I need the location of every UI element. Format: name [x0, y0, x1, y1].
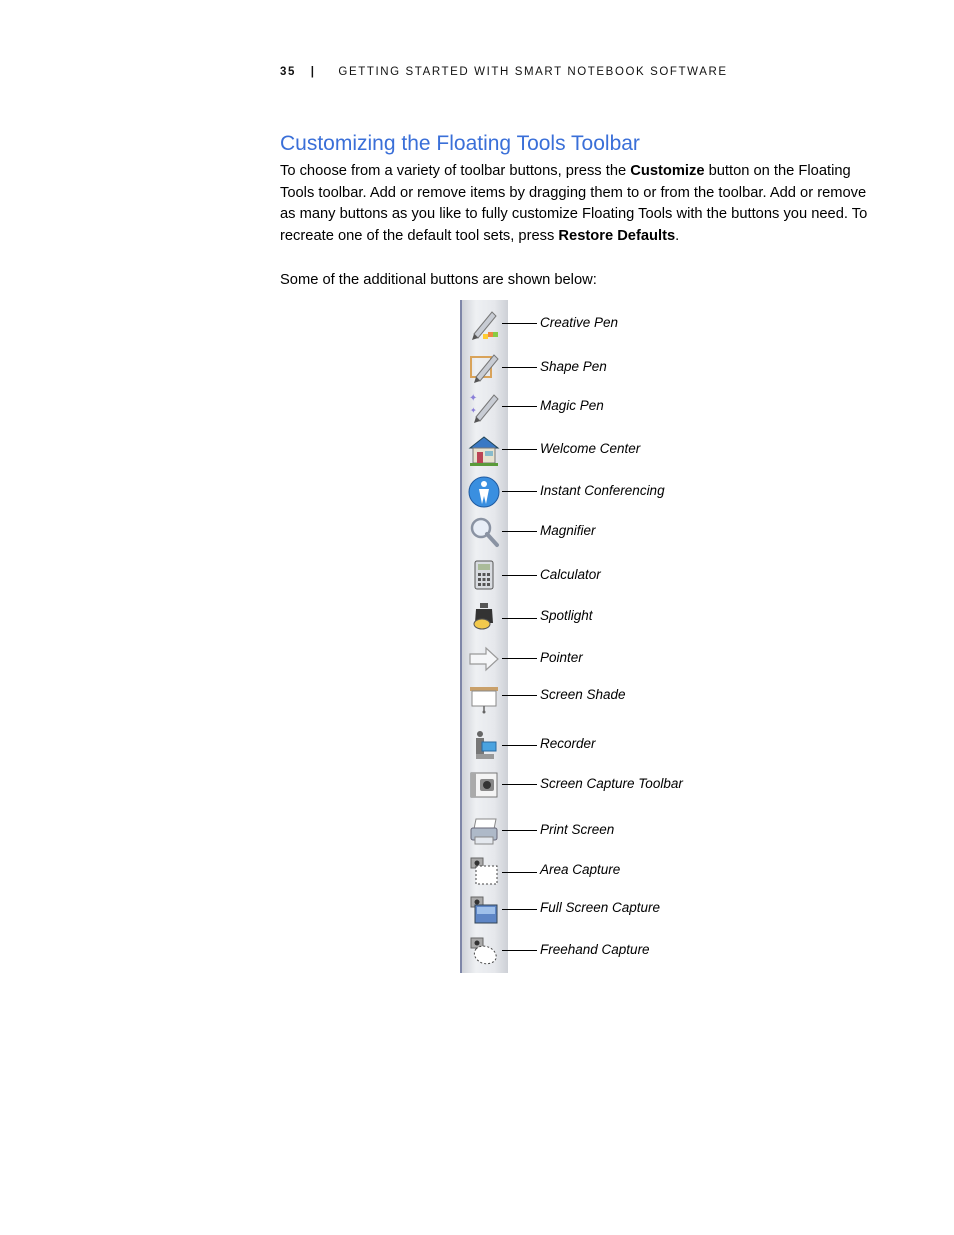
svg-text:✦: ✦ — [469, 393, 478, 404]
tool-label: Welcome Center — [540, 441, 641, 456]
restore-defaults-term: Restore Defaults — [558, 228, 676, 245]
leader-line — [502, 618, 537, 619]
pointer-icon[interactable] — [466, 641, 502, 677]
leader-line — [502, 872, 537, 873]
creative-pen-icon[interactable] — [466, 306, 502, 342]
tool-label: Magic Pen — [540, 398, 604, 413]
leader-line — [502, 367, 537, 368]
tool-label: Magnifier — [540, 523, 596, 538]
section-title: Customizing the Floating Tools Toolbar — [280, 132, 640, 155]
svg-text:✦: ✦ — [470, 406, 477, 415]
screen-shade-icon[interactable] — [466, 678, 502, 714]
tool-label: Creative Pen — [540, 315, 619, 330]
leader-line — [502, 406, 537, 407]
tool-label: Pointer — [540, 650, 583, 665]
tool-label: Instant Conferencing — [540, 483, 665, 498]
tool-label: Recorder — [540, 736, 596, 751]
leader-line — [502, 909, 537, 910]
tool-label: Screen Capture Toolbar — [540, 776, 683, 791]
leader-line — [502, 491, 537, 492]
running-title: GETTING STARTED WITH SMART NOTEBOOK SOFTWARE — [338, 66, 728, 78]
customize-term: Customize — [630, 163, 705, 179]
leader-line — [502, 830, 537, 831]
instant-conferencing-icon[interactable] — [466, 474, 502, 510]
freehand-capture-icon[interactable] — [466, 933, 502, 969]
para-text-2: button on the Floating Tools toolbar. Add or remove items by dragging them to or from the toolbar. Add or remove as many buttons as you like to fully customize Floating Tools with the buttons you need. To recreate one of the default tool sets, press — [280, 163, 868, 245]
header-separator: | — [310, 66, 316, 78]
leader-line — [502, 745, 537, 746]
tool-label: Freehand Capture — [540, 942, 650, 957]
tool-label: Shape Pen — [540, 359, 607, 374]
tool-label: Calculator — [540, 567, 601, 582]
leader-line — [502, 531, 537, 532]
leader-line — [502, 950, 537, 951]
full-screen-capture-icon[interactable] — [466, 892, 502, 928]
leader-line — [502, 784, 537, 785]
page-number: 35 — [280, 66, 296, 78]
shape-pen-icon[interactable] — [466, 349, 502, 385]
tool-label: Full Screen Capture — [540, 900, 661, 915]
recorder-icon[interactable] — [466, 727, 502, 763]
para-text-1: To choose from a variety of toolbar buttons, press the — [280, 163, 631, 179]
body-paragraph — [280, 161, 880, 248]
leader-line — [502, 695, 537, 696]
tool-label: Area Capture — [540, 862, 621, 877]
figure-intro: Some of the additional buttons are shown below: — [280, 272, 597, 288]
leader-line — [502, 658, 537, 659]
print-screen-icon[interactable] — [466, 813, 502, 849]
welcome-center-icon[interactable] — [466, 432, 502, 468]
leader-line — [502, 323, 537, 324]
leader-line — [502, 575, 537, 576]
magic-pen-icon[interactable] — [466, 389, 502, 425]
tool-label: Print Screen — [540, 822, 615, 837]
running-header — [280, 66, 728, 78]
spotlight-icon[interactable] — [466, 599, 502, 635]
calculator-icon[interactable] — [466, 557, 502, 593]
tool-label: Screen Shade — [540, 687, 626, 702]
tool-label: Spotlight — [540, 608, 593, 623]
magnifier-icon[interactable] — [466, 514, 502, 550]
screen-capture-toolbar-icon[interactable] — [466, 767, 502, 803]
para-text-3: . — [675, 228, 680, 245]
area-capture-icon[interactable] — [466, 853, 502, 889]
leader-line — [502, 449, 537, 450]
